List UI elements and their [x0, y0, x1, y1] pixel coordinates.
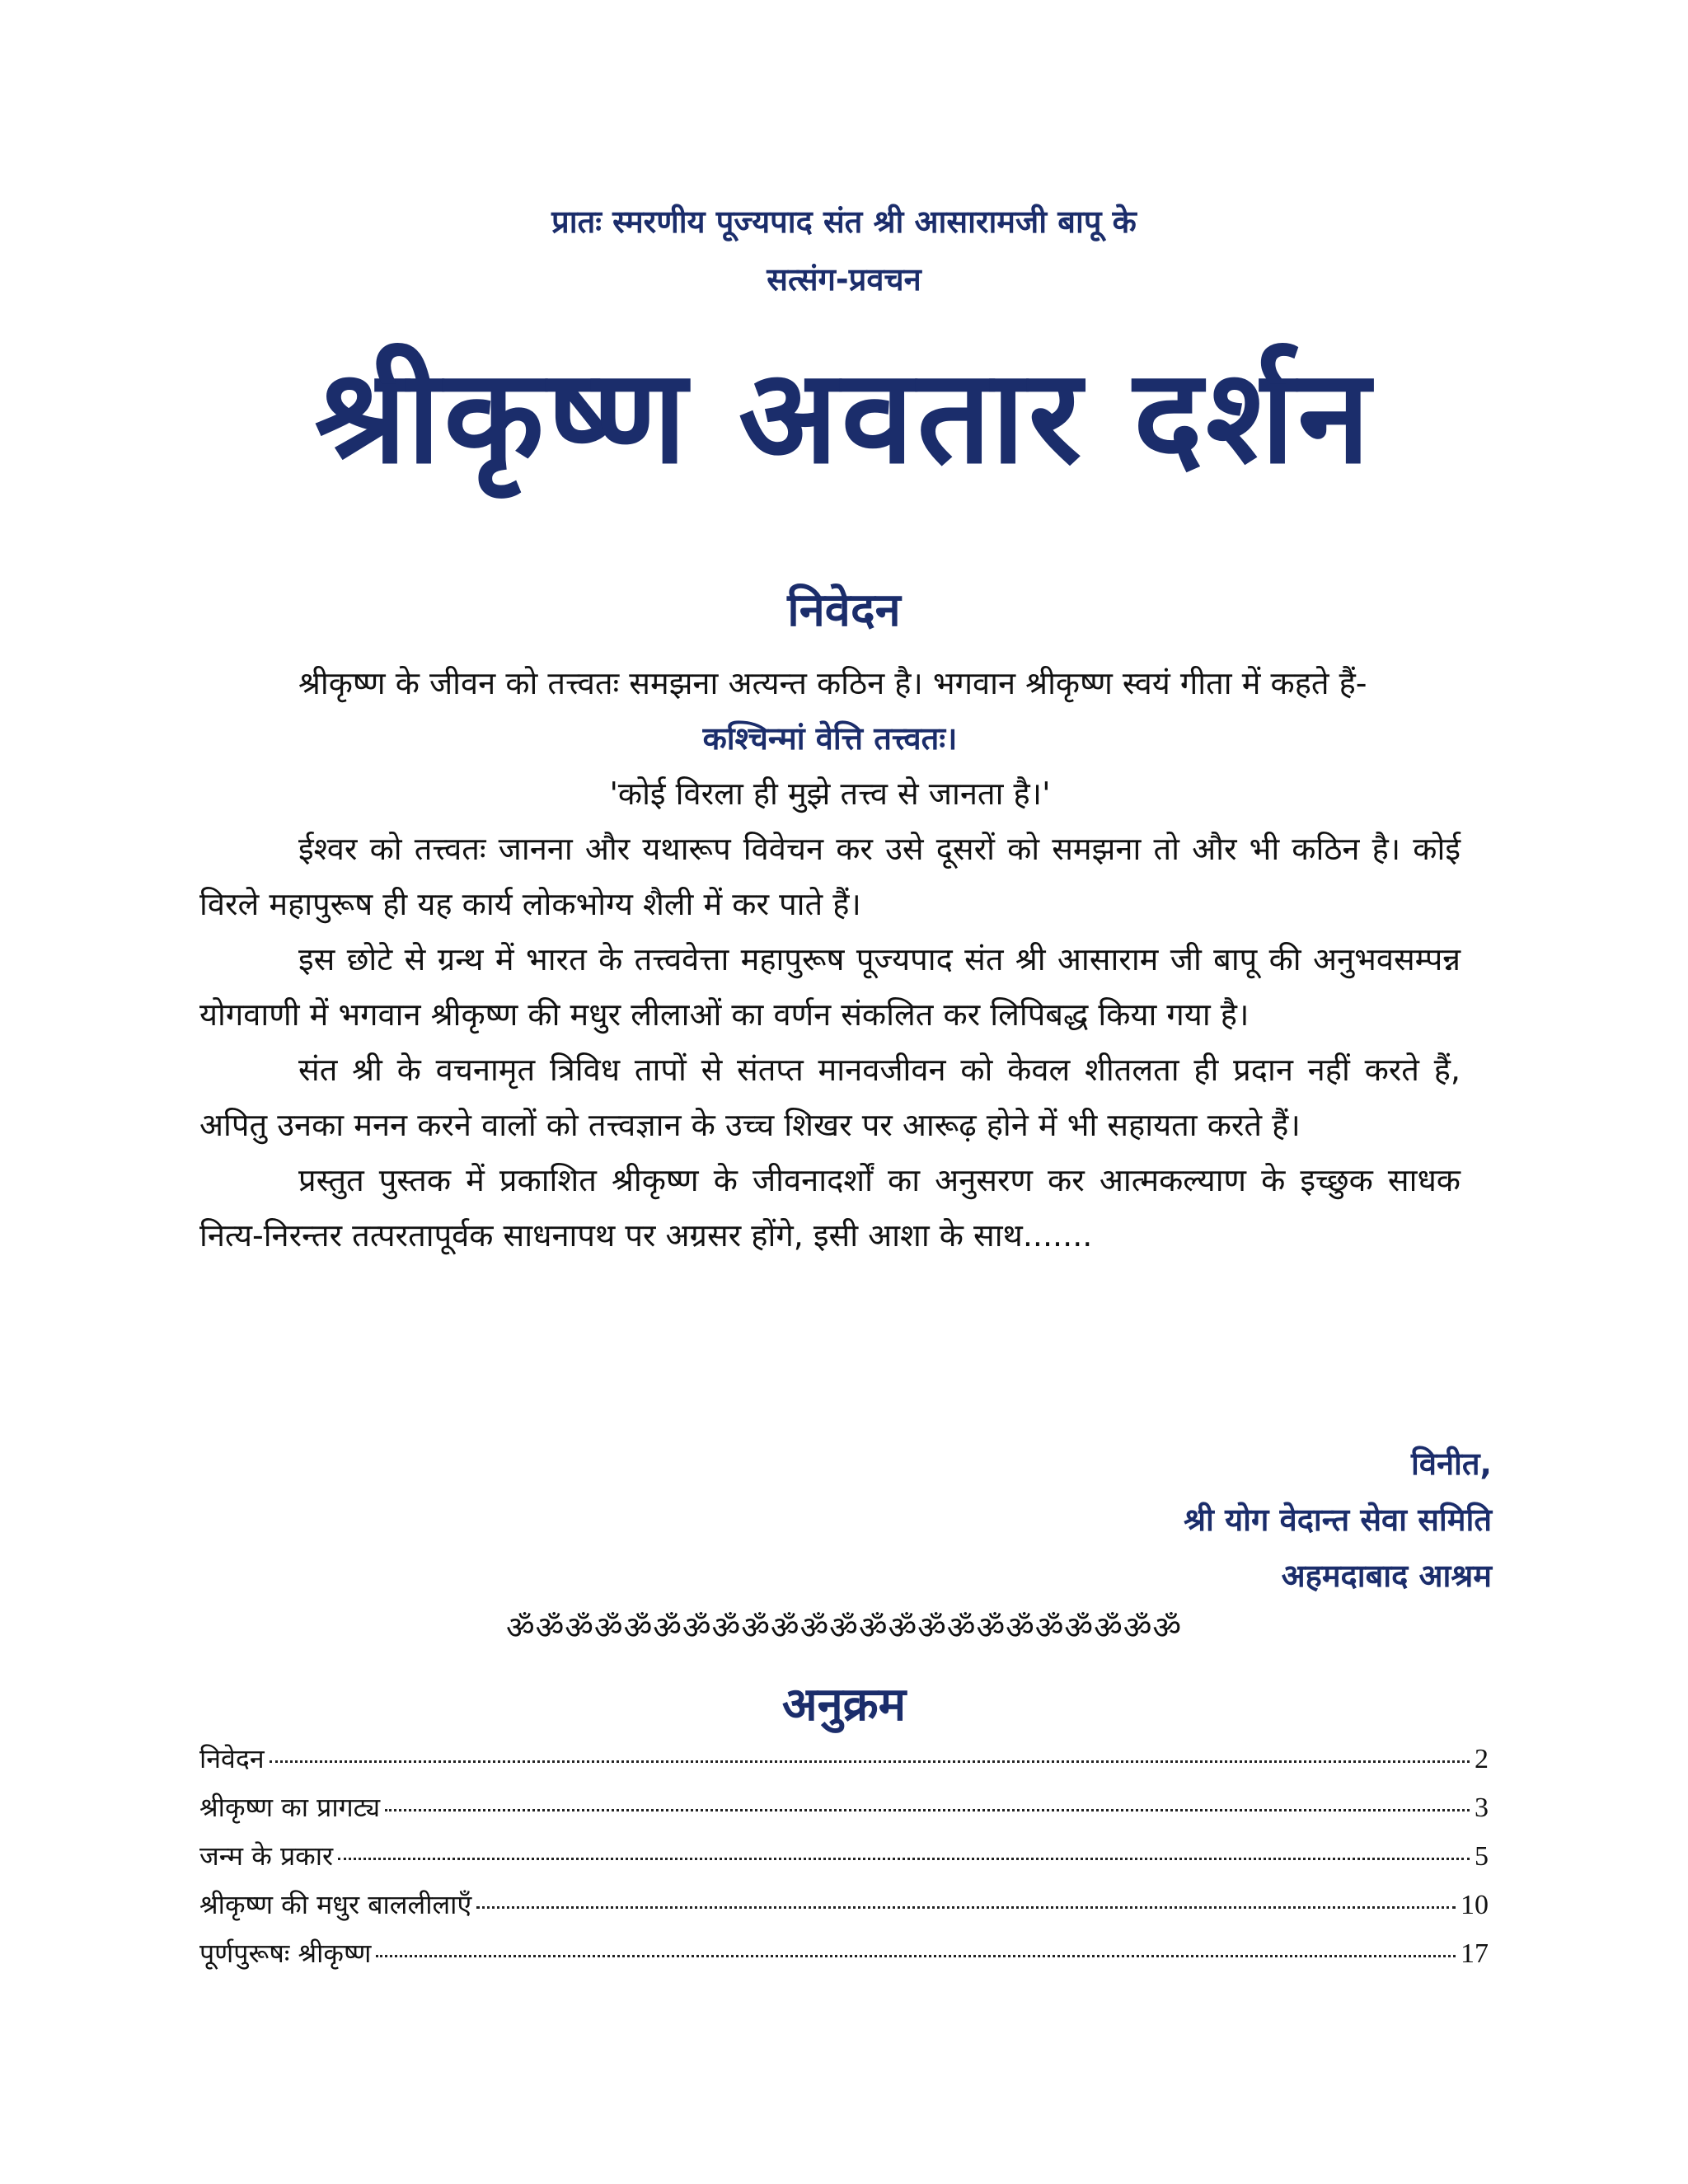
toc-leader-dots: [376, 1955, 1456, 1957]
toc-entry-label: जन्म के प्रकार: [199, 1840, 334, 1872]
toc-entry-page: 10: [1461, 1890, 1489, 1920]
verse-translation: 'कोई विरला ही मुझे तत्त्व से जानता है।': [609, 776, 1051, 812]
nivedan-para-2: ईश्वर को तत्त्वतः जानना और यथारूप विवेचन कर उसे दूसरों को समझना तो और भी कठिन है। कोई विरले महापुरूष ही यह कार्य लोकभोग्य शैली में कर पाते हैं।: [199, 831, 1461, 922]
toc-entry[interactable]: [199, 1935, 1489, 1984]
toc-leader-dots: [476, 1906, 1456, 1909]
toc-leader-dots: [385, 1809, 1470, 1811]
signoff-vineet: विनीत,: [1411, 1446, 1492, 1482]
nivedan-para-3: इस छोटे से ग्रन्थ में भारत के तत्त्ववेत्ता महापुरूष पूज्यपाद संत श्री आसाराम जी बापू की अनुभवसम्पन्न योगवाणी में भगवान श्रीकृष्ण की मधुर लीलाओं का वर्णन संकलित कर लिपिबद्ध किया गया है।: [199, 941, 1461, 1033]
header-line-2: सत्संग-प्रवचन: [767, 261, 921, 298]
header-line-1: प्रातः स्मरणीय पूज्यपाद संत श्री आसारामजी बापू के: [551, 204, 1137, 240]
toc-leader-dots: [270, 1760, 1470, 1763]
toc-entry-page: 5: [1475, 1841, 1489, 1872]
signoff-ashram: अहमदाबाद आश्रम: [1281, 1558, 1492, 1594]
toc-leader-dots: [338, 1858, 1470, 1860]
gita-verse: कश्चिन्मां वेत्ति तत्त्वतः।: [702, 720, 958, 757]
book-title: श्रीकृष्ण अवतार दर्शन: [314, 341, 1374, 493]
toc-entry-label: निवेदन: [199, 1743, 265, 1774]
anukram-heading: अनुक्रम: [781, 1678, 907, 1732]
nivedan-body: [199, 656, 1461, 1263]
toc-entry[interactable]: [199, 1886, 1489, 1935]
signoff-block: [1184, 1436, 1492, 1604]
nivedan-para-4: संत श्री के वचनामृत त्रिविध तापों से संतप्त मानवजीवन को केवल शीतलता ही प्रदान नहीं करते हैं, अपितु उनका मनन करने वालों को तत्त्वज्ञान के उच्च शिखर पर आरूढ़ होने में भी सहायता करते हैं।: [199, 1052, 1461, 1143]
nivedan-para-5: प्रस्तुत पुस्तक में प्रकाशित श्रीकृष्ण के जीवनादर्शों का अनुसरण कर आत्मकल्याण के इच्छुक साधक नित्य-निरन्तर तत्परतापूर्वक साधनापथ पर अग्रसर होंगे, इसी आशा के साथ.......: [199, 1162, 1461, 1254]
nivedan-heading: निवेदन: [787, 583, 901, 637]
toc-entry-page: 2: [1475, 1744, 1489, 1774]
table-of-contents: [199, 1741, 1489, 1984]
nivedan-para-1: श्रीकृष्ण के जीवन को तत्त्वतः समझना अत्यन्त कठिन है। भगवान श्रीकृष्ण स्वयं गीता में कहते हैं-: [298, 665, 1367, 701]
toc-entry-page: 17: [1461, 1938, 1489, 1969]
om-divider: ॐॐॐॐॐॐॐॐॐॐॐॐॐॐॐॐॐॐॐॐॐॐॐ: [505, 1610, 1183, 1646]
signoff-samiti: श्री योग वेदान्त सेवा समिति: [1184, 1502, 1492, 1538]
toc-entry[interactable]: [199, 1789, 1489, 1838]
toc-entry-page: 3: [1475, 1793, 1489, 1823]
toc-entry[interactable]: [199, 1838, 1489, 1886]
toc-entry-label: श्रीकृष्ण का प्रागट्य: [199, 1792, 381, 1823]
toc-entry-label: पूर्णपुरूषः श्रीकृष्ण: [199, 1938, 372, 1969]
toc-entry-label: श्रीकृष्ण की मधुर बाललीलाएँ: [199, 1889, 472, 1920]
toc-entry[interactable]: [199, 1741, 1489, 1789]
